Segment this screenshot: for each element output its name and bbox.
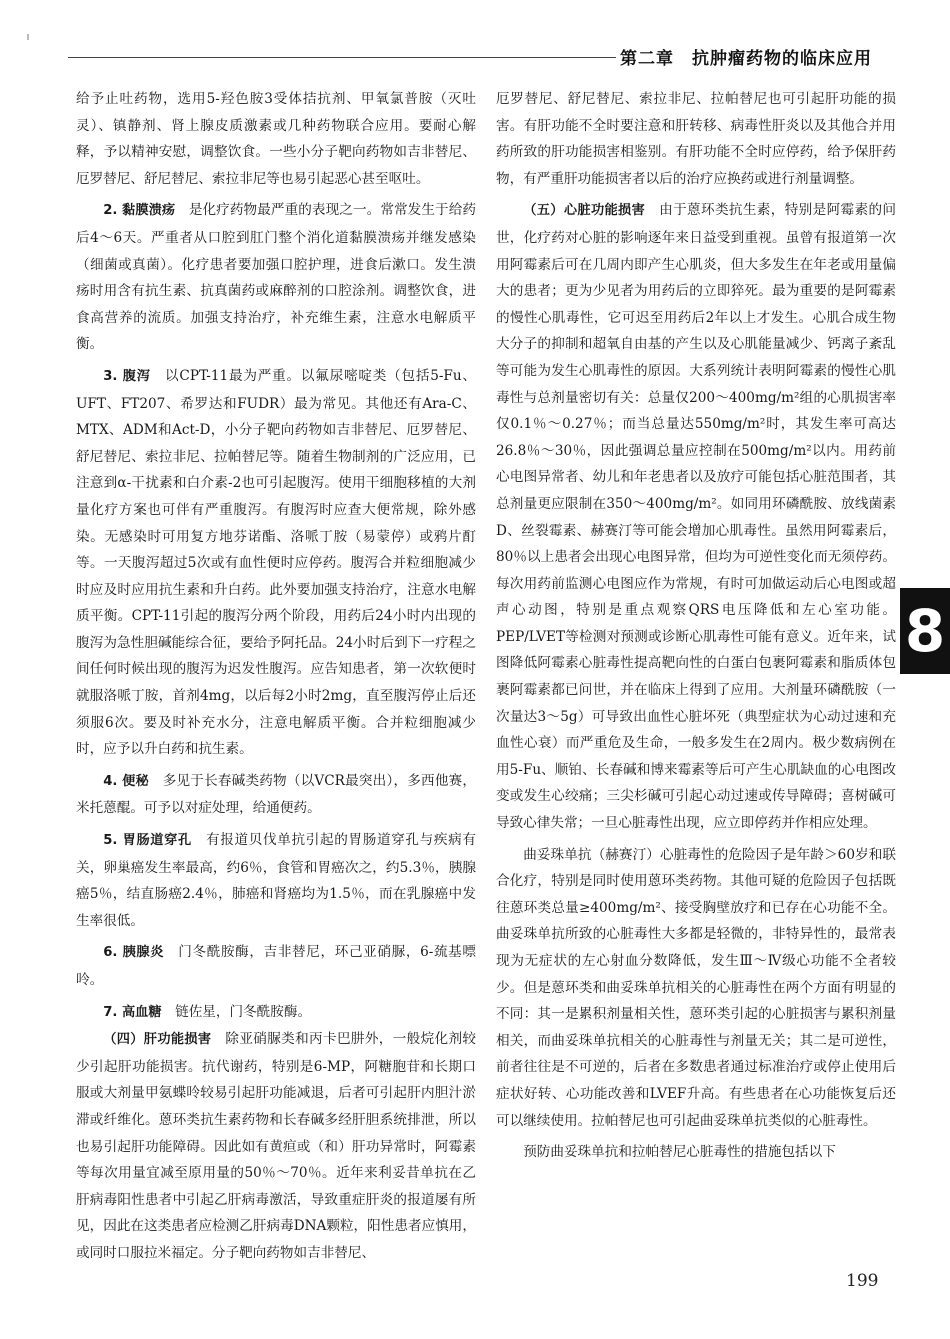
section-heading: 7. 高血糖 xyxy=(103,1004,162,1020)
paragraph-text: 给予止吐药物，选用5-羟色胺3受体拮抗剂、甲氧氯普胺（灭吐灵）、镇静剂、肾上腺皮质激素或几种药物联合应用。要耐心解释，予以精神安慰，调整饮食。一些小分子靶向药物如吉非替尼、厄罗替尼、舒尼替尼、索拉非尼等也易引起恶心甚至呕吐。 xyxy=(76,91,476,187)
paragraph-text: 是化疗药物最严重的表现之一。常常发生于给药后4～6天。严重者从口腔到肛门整个消化道黏膜溃疡并继发感染（细菌或真菌）。化疗患者要加强口腔护理，进食后漱口。发生溃疡时用含有抗生素、抗真菌药或麻醉剂的口腔涂剂。调整饮食，进食高营养的流质。加强支持治疗，补充维生素，注意水电解质平衡。 xyxy=(76,202,476,353)
paragraph-text: 预防曲妥珠单抗和拉帕替尼心脏毒性的措施包括以下 xyxy=(523,1144,836,1161)
paragraph xyxy=(76,939,476,993)
paragraph xyxy=(496,197,896,836)
paragraph-text: 曲妥珠单抗（赫赛汀）心脏毒性的危险因子是年龄＞60岁和联合化疗，特别是同时使用蒽环类药物。其他可疑的危险因子包括既往蒽环类总量≥400mg/m²、接受胸壁放疗和已存在心功能不全。曲妥珠单抗所致的心脏毒性大多都是轻微的，非特异性的，最常表现为无症状的左心射血分数降低，发生Ⅲ～Ⅳ级心功能不全者较少。但是蒽环类和曲妥珠单抗相关的心脏毒性在两个方面有明显的不同：其一是累积剂量相关性，蒽环类引起的心脏损害与累积剂量相关，而曲妥珠单抗相关的心脏毒性与剂量无关；其二是可逆性，前者往往是不可逆的，后者在多数患者通过标准治疗或停止使用后症状好转、心功能改善和LVEF升高。有些患者在心功能恢复后还可以继续使用。拉帕替尼也可引起曲妥珠单抗类似的心脏毒性。 xyxy=(496,846,896,1129)
paragraph-text: 以CPT-11最为严重。以氟尿嘧啶类（包括5-Fu、UFT、FT207、希罗达和FUDR）最为常见。其他还有Ara-C、MTX、ADM和Act-D，小分子靶向药物如吉非替尼、厄罗替尼、舒尼替尼、索拉非尼、拉帕替尼等。随着生物制剂的广泛应用，已注意到α-干扰素和白介素-2也可引起腹泻。使用干细胞移植的大剂量化疗方案也可伴有严重腹泻。有腹泻时应查大便常规，除外感染。无感染时可用复方地芬诺酯、洛哌丁胺（易蒙停）或鸦片酊等。一天腹泻超过5次或有血性便时应停药。腹泻合并粒细胞减少时应及时应用抗生素和升白药。此外要加强支持治疗，注意水电解质平衡。CPT-11引起的腹泻分两个阶段，用药后24小时内出现的腹泻为急性胆碱能综合征，要给予阿托品。24小时后到下一疗程之间任何时候出现的腹泻为迟发性腹泻。应告知患者，第一次软便时就服洛哌丁胺，首剂4mg，以后每2小时2mg，直至腹泻停止后还须服6次。要及时补充水分，注意电解质平衡。合并粒细胞减少时，应予以升白药和抗生素。 xyxy=(76,367,476,758)
header-rule xyxy=(68,57,616,58)
section-heading: （四）肝功能损害 xyxy=(103,1032,212,1048)
paragraph xyxy=(76,363,476,763)
paragraph-text: 厄罗替尼、舒尼替尼、索拉非尼、拉帕替尼也可引起肝功能的损害。有肝功能不全时要注意和肝转移、病毒性肝炎以及其他合并用药所致的肝功能损害相鉴别。有肝功能不全时应停药，给予保肝药物，有严重肝功能损害者以后的治疗应换药或进行剂量调整。 xyxy=(496,91,896,187)
paragraph-text: 有报道贝伐单抗引起的胃肠道穿孔与疾病有关，卵巢癌发生率最高，约6％，食管和胃癌次之，约5.3％，胰腺癌5％，结直肠癌2.4％，肺癌和肾癌均为1.5％，而在乳腺癌中发生率很低。 xyxy=(76,832,476,929)
paragraph-text: 由于蒽环类抗生素，特别是阿霉素的问世，化疗药对心脏的影响逐年来日益受到重视。虽曾有报道第一次用阿霉素后可在几周内即产生心肌炎，但大多发生在年老或用量偏大的患者；更为少见者为用药后的立即猝死。最为重要的是阿霉素的慢性心肌毒性，它可迟至用药后2年以上才发生。心肌合成生物大分子的抑制和超氧自由基的产生以及心肌能量减少、钙离子紊乱等可能为发生心肌毒性的原因。大系列统计表明阿霉素的慢性心肌毒性与总剂量密切有关：总量仅200～400mg/m²组的心肌损害率仅0.1％～0.27％；而当总量达550mg/m²时，其发生率可高达26.8％～30％，因此强调总量应控制在500mg/m²以内。用药前心电图异常者、幼儿和年老患者以及放疗可能包括心脏范围者，其总剂量更应限制在350～400mg/m²。如同用环磷酰胺、放线菌素D、丝裂霉素、赫赛汀等可能会增加心肌毒性。虽然用阿霉素后，80％以上患者会出现心电图异常，但均为可逆性变化而无须停药。每次用药前监测心电图应作为常规，有时可加做运动后心电图或超声心动图，特别是重点观察QRS电压降低和左心室功能。PEP/LVET等检测对预测或诊断心肌毒性可能有意义。近年来，试图降低阿霉素心脏毒性提高靶向性的白蛋白包裹阿霉素和脂质体包裹阿霉素都已问世，并在临床上得到了应用。大剂量环磷酰胺（一次量达3～5g）可导致出血性心脏坏死（典型症状为心动过速和充血性心衰）而严重危及生命，一般多发生在2周内。极少数病例在用5-Fu、顺铂、长春碱和博来霉素等后可产生心肌缺血的心电图改变或发生心绞痛；三尖杉碱可引起心动过速或传导障碍；喜树碱可导致心律失常；一旦心脏毒性出现，应立即停药并作相应处理。 xyxy=(496,202,897,832)
paragraph xyxy=(76,197,476,358)
chapter-tab: 8 xyxy=(900,588,950,674)
paragraph xyxy=(76,827,476,934)
section-heading: 2. 黏膜溃疡 xyxy=(103,203,176,219)
section-heading: 5. 胃肠道穿孔 xyxy=(103,833,192,849)
chapter-title: 第二章 抗肿瘤药物的临床应用 xyxy=(620,49,872,69)
paragraph-text: 链佐星，门冬酰胺酶。 xyxy=(161,1003,312,1020)
paragraph-text: 门冬酰胺酶，吉非替尼，环己亚硝脲，6-巯基嘌呤。 xyxy=(76,944,476,988)
paragraph xyxy=(76,1026,476,1266)
section-heading: 6. 胰腺炎 xyxy=(103,945,165,961)
paragraph xyxy=(496,1139,896,1166)
section-heading: 4. 便秘 xyxy=(103,773,149,789)
paragraph-text: 除亚硝脲类和丙卡巴肼外，一般烷化剂较少引起肝功能损害。抗代谢药，特别是6-MP，阿糖胞苷和长期口服或大剂量甲氨蝶呤较易引起肝功能减退，后者可引起肝内胆汁淤滞或纤维化。蒽环类抗生素药物和长春碱多经肝胆系统排泄，所以也易引起肝功能障碍。因此如有黄疸或（和）肝功异常时，阿霉素等每次用量宜减至原用量的50％～70％。近年来利妥昔单抗在乙肝病毒阳性患者中引起乙肝病毒激活，导致重症肝炎的报道屡有所见，因此在这类患者应检测乙肝病毒DNA颗粒，阳性患者应慎用，或同时口服拉米福定。分子靶向药物如吉非替尼、 xyxy=(76,1031,477,1261)
page-number: 199 xyxy=(846,1271,879,1291)
paragraph xyxy=(496,86,896,192)
paragraph xyxy=(496,842,896,1135)
left-column xyxy=(76,86,476,1267)
paragraph xyxy=(76,86,476,192)
paragraph xyxy=(76,999,476,1027)
right-column xyxy=(496,86,896,1166)
paragraph xyxy=(76,768,476,822)
scan-mark xyxy=(27,34,29,40)
section-heading: 3. 腹泻 xyxy=(103,368,151,384)
paragraph-text: 多见于长春碱类药物（以VCR最突出），多西他赛，米托蒽醌。可予以对症处理，给通便药。 xyxy=(76,772,476,817)
section-heading: （五）心脏功能损害 xyxy=(523,203,646,219)
